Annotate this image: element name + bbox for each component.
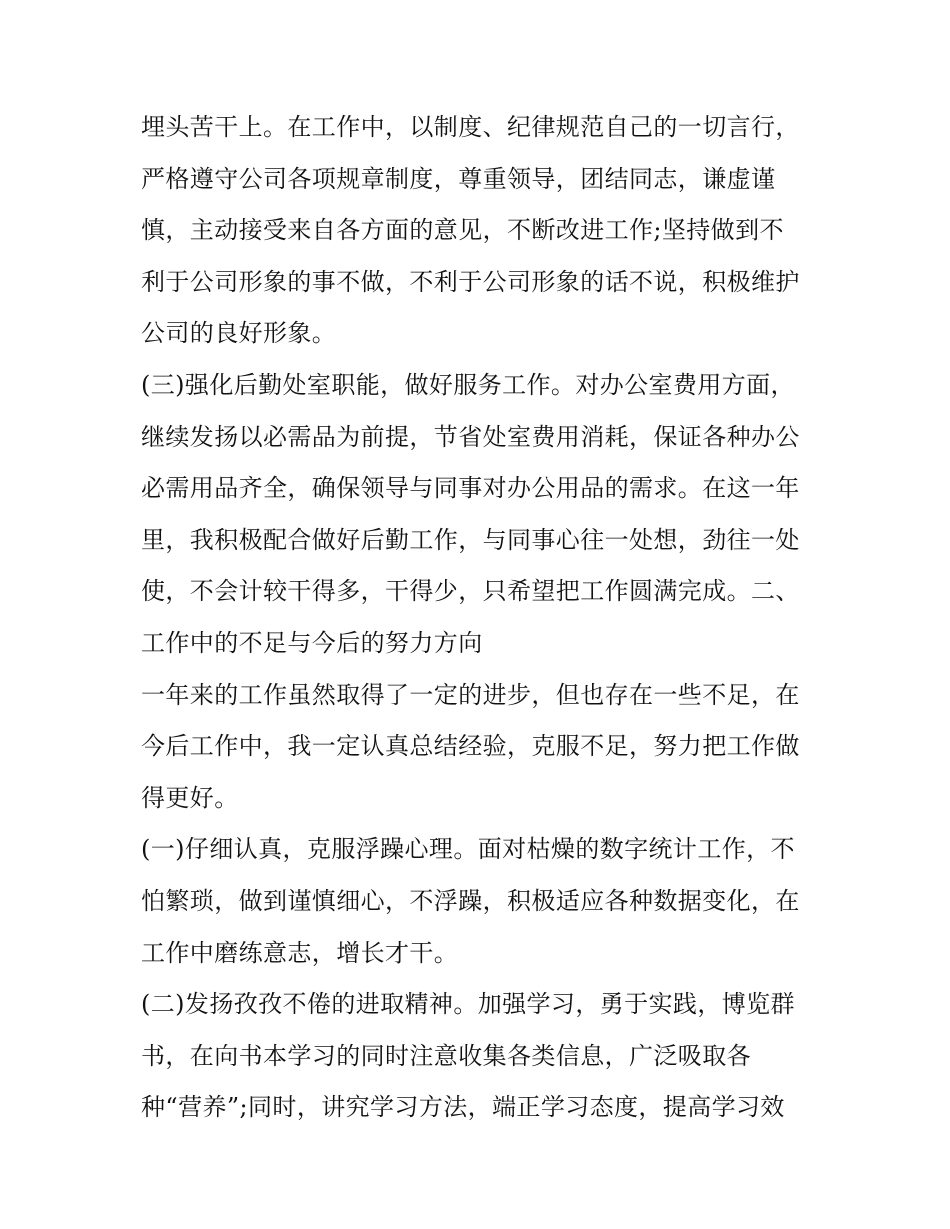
text-line: 利于公司形象的事不做，不利于公司形象的话不说，积极维护	[141, 267, 800, 296]
text-line: (二)发扬孜孜不倦的进取精神。加强学习，勇于实践，博览群	[141, 990, 795, 1019]
text-line: 怕繁琐，做到谨慎细心，不浮躁，积极适应各种数据变化，在	[141, 886, 800, 915]
text-line: 得更好。	[141, 783, 239, 812]
document-body	[141, 102, 821, 1134]
text-line: 种“营养”;同时，讲究学习方法，端正学习态度，提高学习效	[141, 1093, 785, 1122]
text-line: (一)仔细认真，克服浮躁心理。面对枯燥的数字统计工作，不	[141, 835, 795, 864]
text-line: 一年来的工作虽然取得了一定的进步，但也存在一些不足，在	[141, 680, 800, 709]
text-line: 继续发扬以必需品为前提，节省处室费用消耗，保证各种办公	[141, 422, 800, 451]
text-line: 埋头苦干上。在工作中，以制度、纪律规范自己的一切言行，	[141, 113, 800, 141]
text-line: 使，不会计较干得多，干得少，只希望把工作圆满完成。二、	[141, 577, 800, 606]
text-line: 严格遵守公司各项规章制度，尊重领导，团结同志，谦虚谨	[141, 164, 776, 193]
text-line: 工作中磨练意志，增长才干。	[141, 938, 459, 967]
text-line: 里，我积极配合做好后勤工作，与同事心往一处想，劲往一处	[141, 525, 800, 554]
text-line: 慎，主动接受来自各方面的意见，不断改进工作;坚持做到不	[141, 216, 784, 245]
text-line: 工作中的不足与今后的努力方向	[141, 628, 483, 657]
text-line: (三)强化后勤处室职能，做好服务工作。对办公室费用方面，	[141, 370, 795, 399]
text-line: 公司的良好形象。	[141, 319, 337, 348]
text-line: 必需用品齐全，确保领导与同事对办公用品的需求。在这一年	[141, 474, 800, 503]
text-line: 书，在向书本学习的同时注意收集各类信息，广泛吸取各	[141, 1041, 751, 1070]
text-line: 今后工作中，我一定认真总结经验，克服不足，努力把工作做	[141, 732, 800, 761]
